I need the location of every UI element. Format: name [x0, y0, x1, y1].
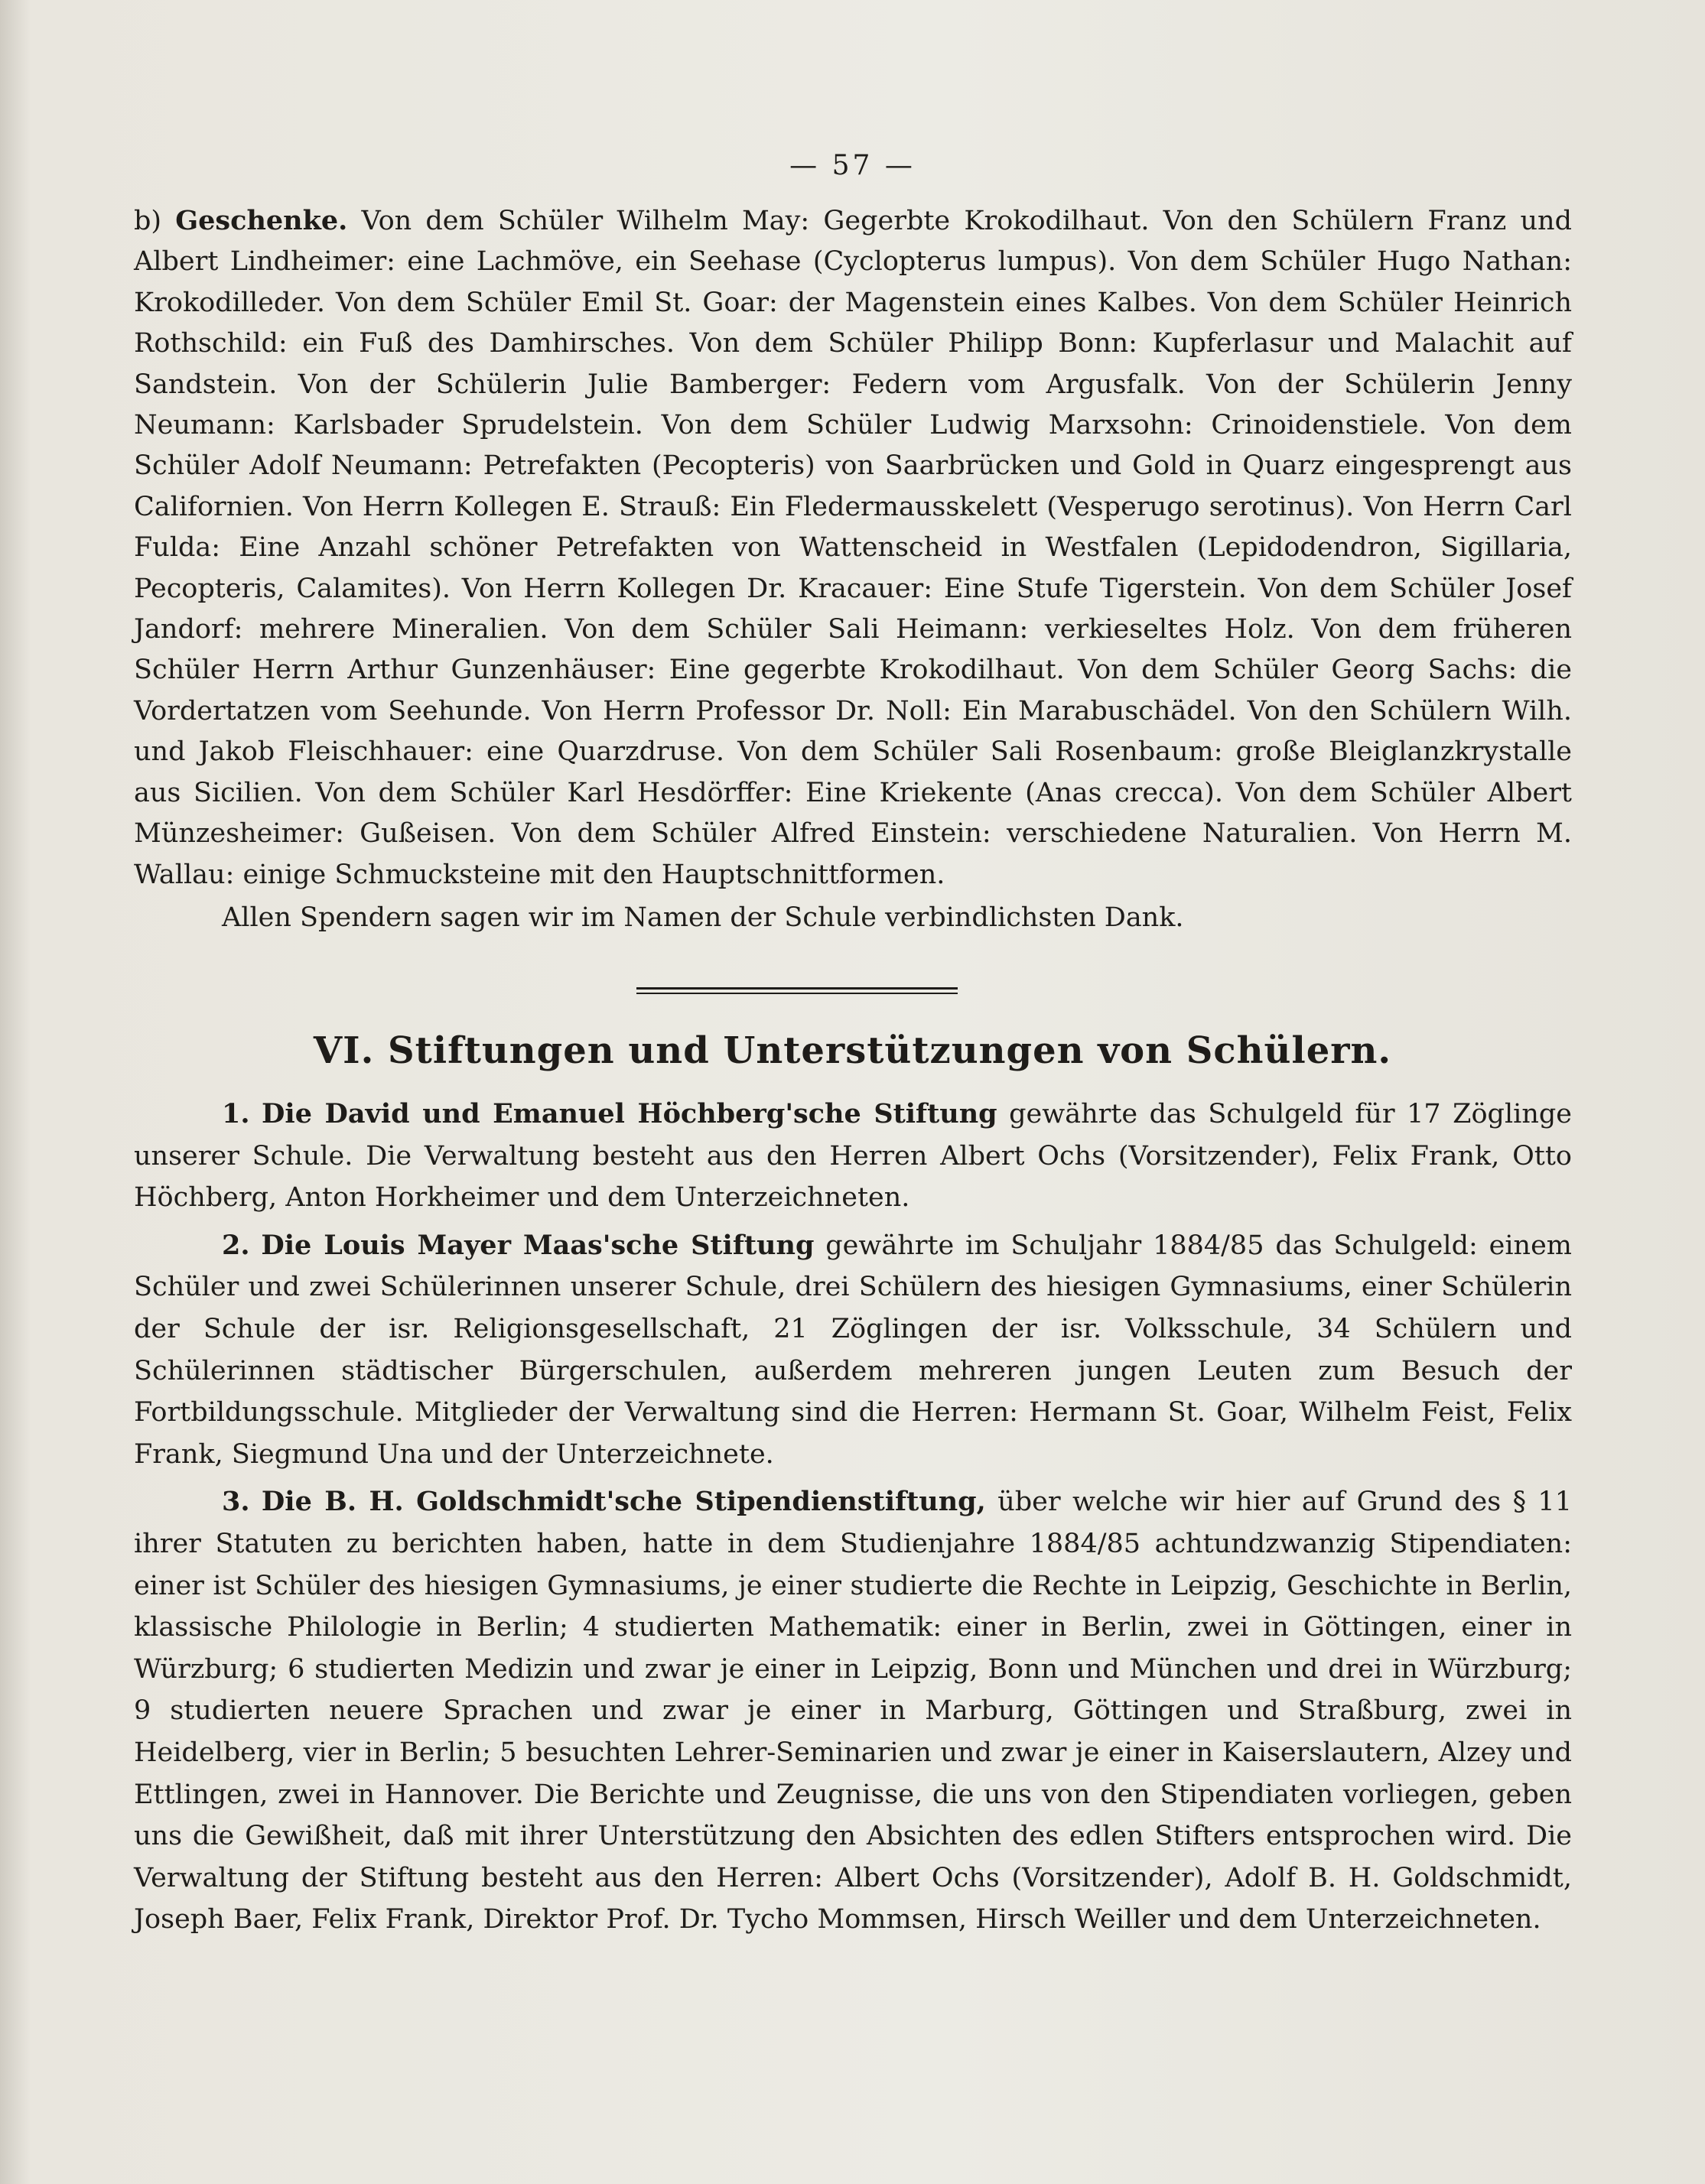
stiftung-name: Die David und Emanuel Höchberg'sche Stiftung — [262, 1098, 997, 1129]
stiftung-text: gewährte das Schulgeld für 17 Zöglinge unserer Schule. Die Verwaltung besteht aus den Herren Albert Ochs (Vorsitzender), Felix Frank, Otto Höchberg, Anton Horkheimer und dem Unterzeichneten. — [134, 1099, 1572, 1214]
page-number: — 57 — — [789, 150, 916, 181]
stiftung-item-1 — [134, 1094, 1572, 1219]
stiftung-number: 2. — [222, 1229, 250, 1261]
stiftung-item-2 — [134, 1225, 1572, 1476]
stiftung-text: gewährte im Schuljahr 1884/85 das Schulgeld: einem Schüler und zwei Schülerinnen unserer Schule, drei Schülern des hiesigen Gymnasiums, einer Schülerin der Schule der isr. Religionsgesellschaft, 21 Zöglingen der isr. Volksschule, 34 Schülern und Schülerinnen städtischer Bürgerschulen, außerdem mehreren jungen Leuten zum Besuch der Fortbildungsschule. Mitglieder der Verwaltung sind die Herren: Hermann St. Goar, Wilhelm Feist, Felix Frank, Siegmund Una und der Unterzeichnete. — [134, 1230, 1572, 1470]
stiftung-text: über welche wir hier auf Grund des § 11 ihrer Statuten zu berichten haben, hatte in dem Studienjahre 1884/85 achtundzwanzig Stipendiaten: einer ist Schüler des hiesigen Gymnasiums, je einer studierte die Rechte in Leipzig, Geschichte in Berlin, klassische Philologie in Berlin; 4 studierten Mathematik: einer in Berlin, zwei in Göttingen, einer in Würzburg; 6 studierten Medizin und zwar je einer in Leipzig, Bonn und München und drei in Würzburg; 9 studierten neuere Sprachen und zwar je einer in Marburg, Göttingen und Straßburg, zwei in Heidelberg, vier in Berlin; 5 besuchten Lehrer-Seminarien und zwar je einer in Kaiserslautern, Alzey und Ettlingen, zwei in Hannover. Die Berichte und Zeugnisse, die uns von den Stipendiaten vorliegen, geben uns die Gewißheit, daß mit ihrer Unterstützung den Absichten des edlen Stifters entsprochen wird. Die Verwaltung der Stiftung besteht aus den Herren: Albert Ochs (Vorsitzender), Adolf B. H. Goldschmidt, Joseph Baer, Felix Frank, Direktor Prof. Dr. Tycho Mommsen, Hirsch Weiller und dem Unterzeichneten. — [134, 1487, 1572, 1935]
gifts-body: Von dem Schüler Wilhelm May: Gegerbte Krokodilhaut. Von den Schülern Franz und Albert Lindheimer: eine Lachmöve, ein Seehase (Cyclopterus lumpus). Von dem Schüler Hugo Nathan: Krokodilleder. Von dem Schüler Emil St. Goar: der Magenstein eines Kalbes. Von dem Schüler Heinrich Rothschild: ein Fuß des Damhirsches. Von dem Schüler Philipp Bonn: Kupferlasur und Malachit auf Sandstein. Von der Schülerin Julie Bamberger: Federn vom Argusfalk. Von der Schülerin Jenny Neumann: Karlsbader Sprudelstein. Von dem Schüler Ludwig Marxsohn: Crinoidenstiele. Von dem Schüler Adolf Neumann: Petrefakten (Pecopteris) von Saarbrücken und Gold in Quarz eingesprengt aus Californien. Von Herrn Kollegen E. Strauß: Ein Fledermausskelett (Vesperugo serotinus). Von Herrn Carl Fulda: Eine Anzahl schöner Petrefakten von Wattenscheid in Westfalen (Lepidodendron, Sigillaria, Pecopteris, Calamites). Von Herrn Kollegen Dr. Kracauer: Eine Stufe Tigerstein. Von dem Schüler Josef Jandorf: mehrere Mineralien. Von dem Schüler Sali Heimann: verkieseltes Holz. Von dem früheren Schüler Herrn Arthur Gunzenhäuser: Eine gegerbte Krokodilhaut. Von dem Schüler Georg Sachs: die Vordertatzen vom Seehunde. Von Herrn Professor Dr. Noll: Ein Marabuschädel. Von den Schülern Wilh. und Jakob Fleischhauer: eine Quarzdruse. Von dem Schüler Sali Rosenbaum: große Bleiglanzkrystalle aus Sicilien. Von dem Schüler Karl Hesdörffer: Eine Kriekente (Anas crecca). Von dem Schüler Albert Münzesheimer: Gußeisen. Von dem Schüler Alfred Einstein: verschiedene Naturalien. Von Herrn M. Wallau: einige Schmucksteine mit den Hauptschnittformen. — [134, 206, 1572, 890]
stiftung-name: Die B. H. Goldschmidt'sche Stipendienstiftung, — [261, 1486, 986, 1518]
stiftung-item-3 — [134, 1481, 1572, 1941]
stiftungen-list — [134, 1094, 1572, 1947]
stiftung-number: 1. — [222, 1098, 250, 1129]
section-title: VI. Stiftungen und Unterstützungen von Schülern. — [313, 1029, 1392, 1072]
thanks-text: Allen Spendern sagen wir im Namen der Schule verbindlichsten Dank. — [222, 902, 1184, 933]
gifts-label: b) — [134, 206, 162, 236]
gifts-text — [134, 200, 1572, 895]
stiftung-number: 3. — [222, 1486, 250, 1518]
gifts-paragraph — [134, 200, 1572, 895]
thanks-paragraph — [134, 898, 1572, 938]
stiftung-name: Die Louis Mayer Maas'sche Stiftung — [261, 1229, 815, 1261]
section-divider — [636, 987, 958, 994]
gifts-heading: Geschenke. — [175, 205, 348, 236]
